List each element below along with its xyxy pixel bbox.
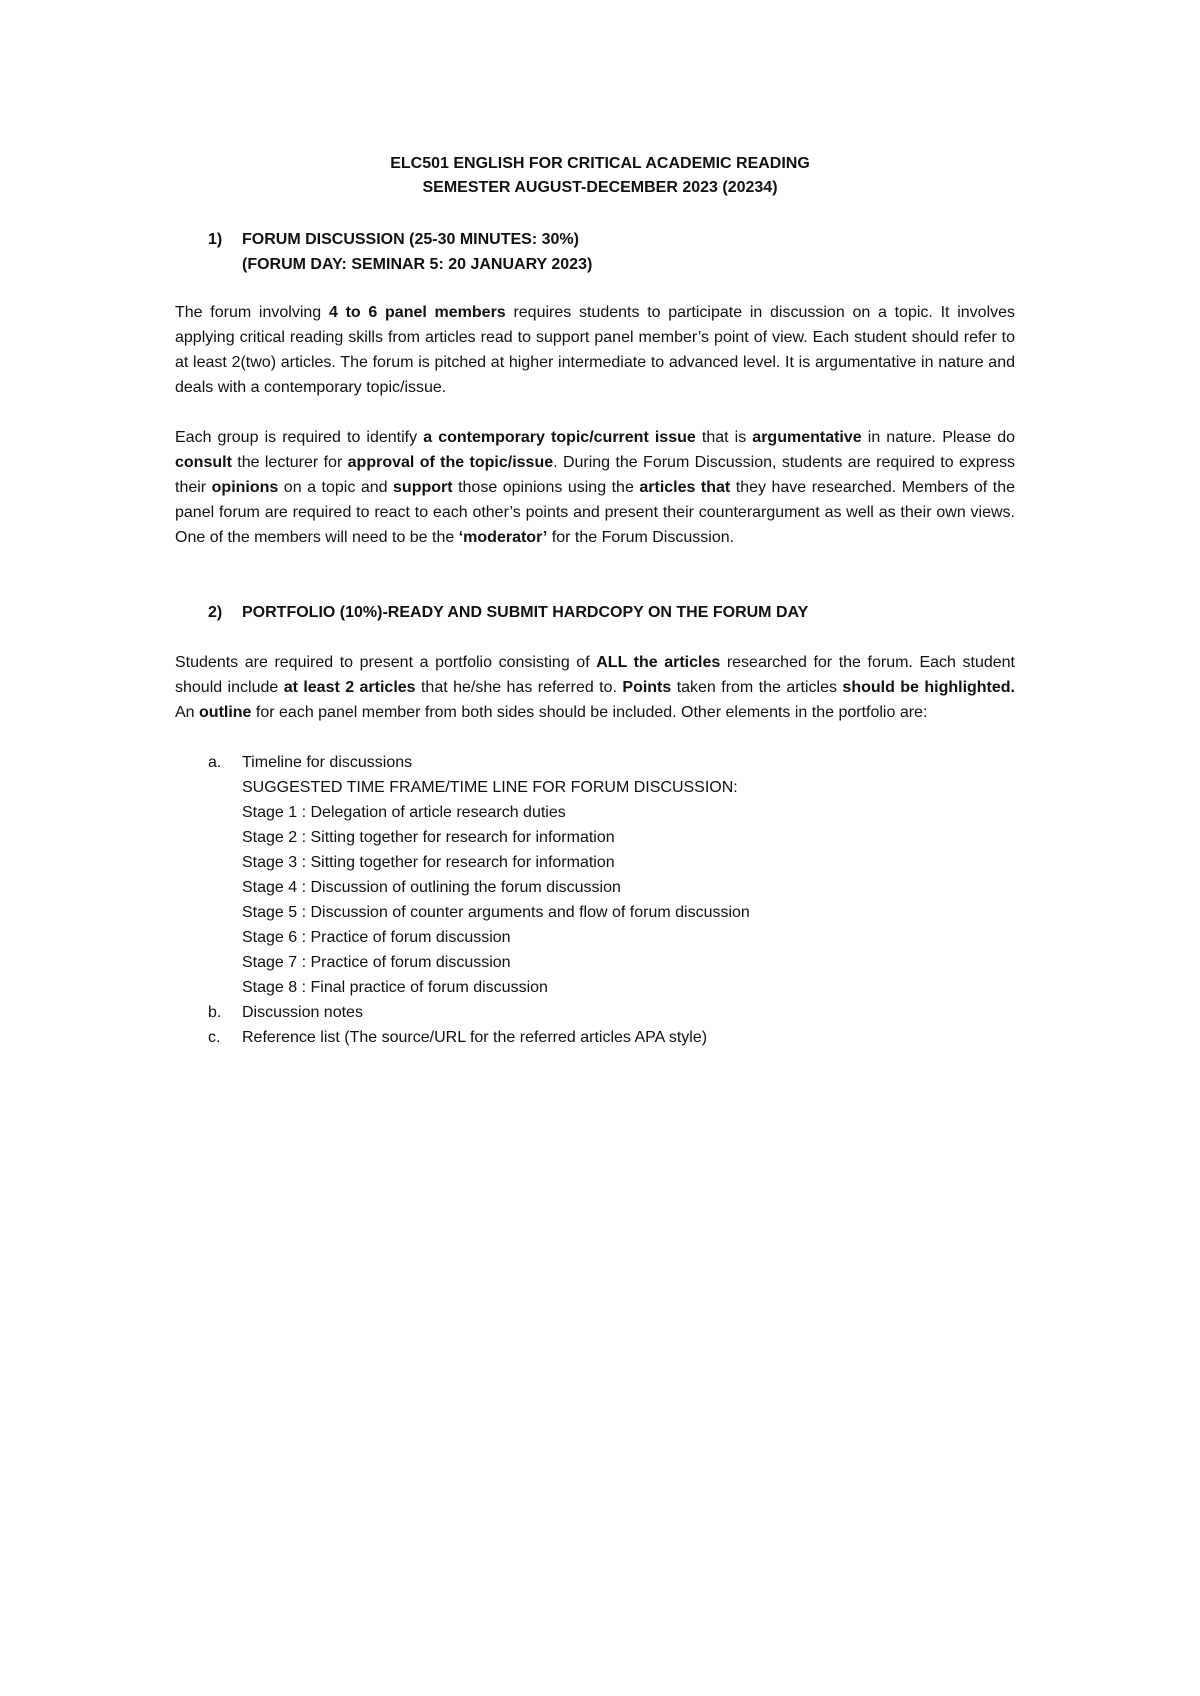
section2-paragraph — [175, 650, 1015, 725]
list-marker: b. — [208, 1004, 222, 1021]
semester-title: SEMESTER AUGUST-DECEMBER 2023 (20234) — [422, 179, 778, 196]
bold-run: 4 to 6 panel members — [328, 304, 506, 321]
text-run: that he/she has referred to. — [415, 679, 623, 696]
text-run: that is — [695, 429, 753, 446]
stage-item: Stage 6 : Practice of forum discussion — [242, 929, 511, 946]
text-run: . During the Forum Discussion, students are required to express their — [175, 454, 1015, 496]
stage-list — [242, 800, 1028, 1000]
text-run: Students are required to present a portfolio consisting of — [175, 654, 597, 671]
bold-run: should be highlighted. — [842, 679, 1016, 696]
bold-run: opinions — [211, 479, 279, 496]
section1-paragraph1 — [175, 300, 1015, 400]
bold-run: articles that — [639, 479, 731, 496]
portfolio-elements-list — [208, 750, 1028, 1050]
list-item-text: Timeline for discussions — [242, 754, 413, 771]
stage-item: Stage 4 : Discussion of outlining the forum discussion — [242, 879, 621, 896]
stage-item: Stage 7 : Practice of forum discussion — [242, 954, 511, 971]
timeline-heading: SUGGESTED TIME FRAME/TIME LINE FOR FORUM DISCUSSION: — [242, 779, 738, 796]
list-item-discussion-notes — [208, 1000, 1028, 1025]
bold-run: support — [393, 479, 453, 496]
list-item-text: Reference list (The source/URL for the referred articles APA style) — [242, 1029, 708, 1046]
text-run: the lecturer for — [231, 454, 348, 471]
course-title: ELC501 ENGLISH FOR CRITICAL ACADEMIC READING — [390, 155, 810, 172]
section1-number: 1) — [208, 231, 223, 248]
section2-title: PORTFOLIO (10%)-READY AND SUBMIT HARDCOPY ON THE FORUM DAY — [242, 604, 809, 621]
text-run: for each panel member from both sides should be included. Other elements in the portfolio are: — [251, 704, 928, 721]
text-run: on a topic and — [278, 479, 394, 496]
text-run: taken from the articles — [671, 679, 843, 696]
stage-item: Stage 8 : Final practice of forum discussion — [242, 979, 548, 996]
document-header — [0, 152, 1200, 200]
list-item-timeline — [208, 750, 1028, 1000]
text-run: they have researched. Members of the panel forum are required to react to each other’s points and present their counterargument as well as their own views. One of the members will need to be the — [175, 479, 1015, 546]
bold-run: ALL the articles — [596, 654, 721, 671]
bold-run: a contemporary topic/current issue — [423, 429, 696, 446]
text-run: requires students to participate in discussion on a topic. It involves applying critical reading skills from articles read to support panel member’s point of view. Each student should refer to at least 2(two) articles. The forum is pitched at higher intermediate to advanced level. It is argumentative in nature and deals with a contemporary topic/issue. — [175, 304, 1016, 396]
section2-heading — [208, 600, 808, 625]
text-run: in nature. Please do — [861, 429, 1016, 446]
bold-run: at least 2 articles — [283, 679, 416, 696]
bold-run: ‘moderator’ — [458, 529, 548, 546]
section1-title: FORUM DISCUSSION (25-30 MINUTES: 30%) — [242, 231, 579, 248]
stage-item: Stage 3 : Sitting together for research for information — [242, 854, 615, 871]
section1-paragraph2 — [175, 425, 1015, 550]
section1-subtitle: (FORUM DAY: SEMINAR 5: 20 JANUARY 2023) — [242, 256, 593, 273]
list-item-reference-list — [208, 1025, 1028, 1050]
stage-item: Stage 5 : Discussion of counter arguments and flow of forum discussion — [242, 904, 750, 921]
text-run: An — [175, 704, 200, 721]
stage-item: Stage 1 : Delegation of article research duties — [242, 804, 566, 821]
bold-run: outline — [199, 704, 252, 721]
bold-run: argumentative — [752, 429, 862, 446]
section1-heading — [208, 227, 592, 277]
text-run: those opinions using the — [452, 479, 640, 496]
text-run: The forum involving — [175, 304, 329, 321]
section2-number: 2) — [208, 604, 223, 621]
bold-run: consult — [175, 454, 232, 471]
list-marker: a. — [208, 754, 222, 771]
list-item-text: Discussion notes — [242, 1004, 363, 1021]
text-run: Each group is required to identify — [175, 429, 424, 446]
stage-item: Stage 2 : Sitting together for research for information — [242, 829, 615, 846]
list-marker: c. — [208, 1029, 221, 1046]
text-run: for the Forum Discussion. — [547, 529, 735, 546]
bold-run: approval of the topic/issue — [347, 454, 554, 471]
text-run: researched for the forum. Each student should include — [175, 654, 1015, 696]
bold-run: Points — [622, 679, 672, 696]
